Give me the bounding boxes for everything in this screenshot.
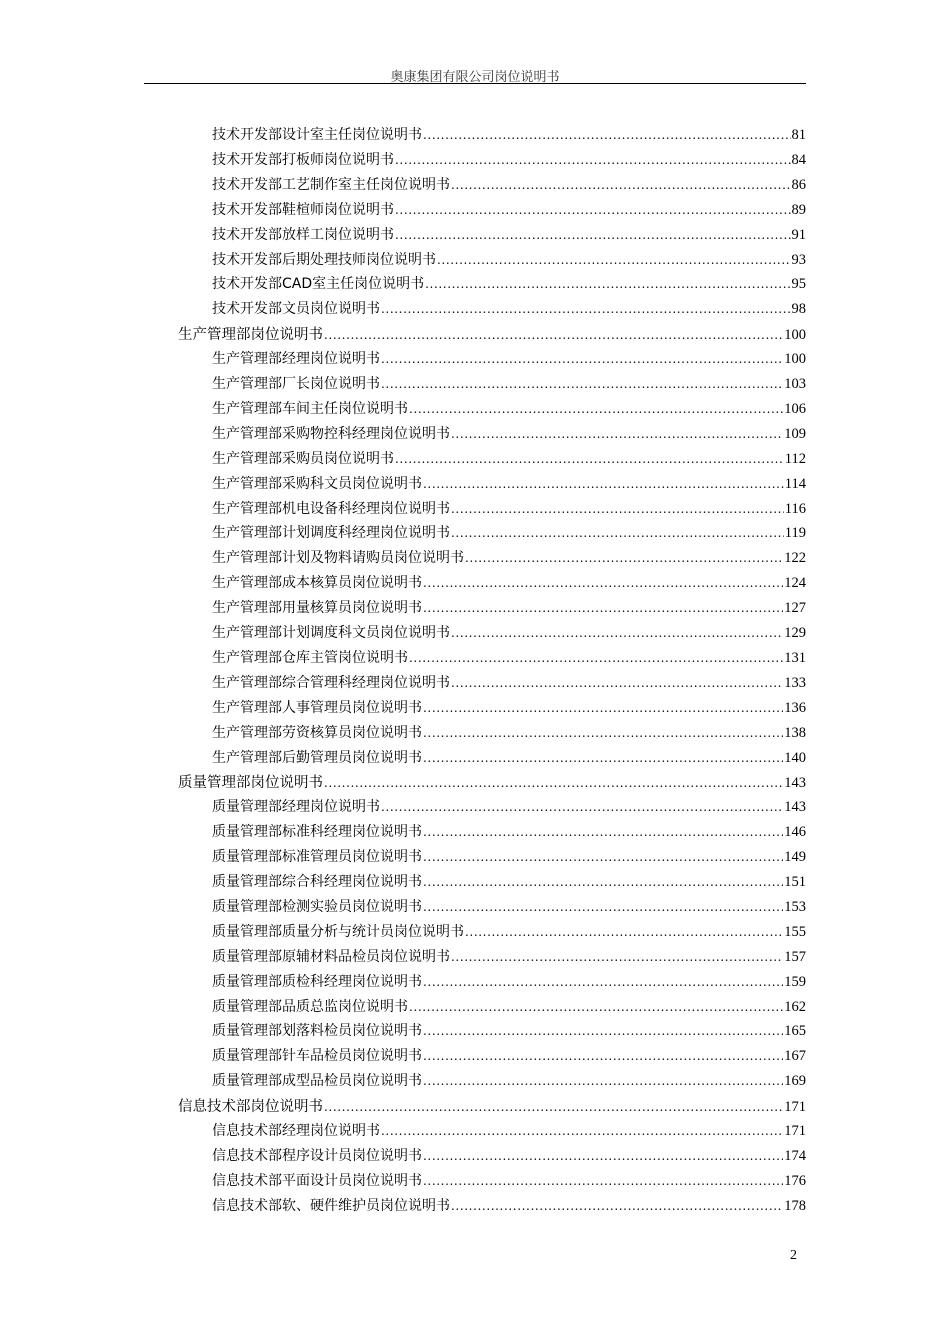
toc-entry-label: 质量管理部划落料检员岗位说明书 bbox=[212, 1023, 422, 1040]
toc-entry-label: 生产管理部计划及物料请购员岗位说明书 bbox=[212, 550, 464, 567]
toc-entry-page: 103 bbox=[784, 376, 806, 392]
toc-entry-label: 信息技术部程序设计员岗位说明书 bbox=[212, 1147, 422, 1164]
header-title: 奥康集团有限公司岗位说明书 bbox=[390, 70, 560, 85]
toc-entry-page: 159 bbox=[784, 973, 806, 990]
toc-entry-page: 162 bbox=[784, 998, 806, 1015]
toc-entry-page: 122 bbox=[784, 550, 806, 567]
toc-entry-label: 质量管理部针车品检员岗位说明书 bbox=[212, 1048, 422, 1065]
toc-dot-leader bbox=[423, 875, 783, 889]
toc-dot-leader bbox=[423, 751, 783, 765]
toc-entry[interactable] bbox=[212, 124, 806, 144]
toc-entry-page: 100 bbox=[784, 351, 806, 368]
toc-entry-label: 生产管理部用量核算员岗位说明书 bbox=[212, 600, 422, 617]
toc-dot-leader bbox=[423, 128, 791, 142]
toc-dot-leader bbox=[423, 1024, 783, 1038]
toc-entry-label: 质量管理部质量分析与统计员岗位说明书 bbox=[212, 923, 464, 940]
toc-dot-leader bbox=[423, 850, 783, 864]
toc-entry-label: 质量管理部原辅材料品检员岗位说明书 bbox=[212, 948, 450, 965]
toc-entry[interactable] bbox=[212, 821, 806, 841]
toc-dot-leader bbox=[437, 253, 791, 267]
toc-entry-label: 技术开发部打板师岗位说明书 bbox=[212, 151, 394, 168]
toc-dot-leader bbox=[451, 676, 783, 690]
toc-entry-page: 149 bbox=[784, 849, 806, 866]
toc-entry[interactable] bbox=[212, 1070, 806, 1090]
toc-entry-page: 176 bbox=[784, 1172, 806, 1189]
toc-dot-leader bbox=[423, 900, 783, 914]
toc-entry-label: 信息技术部经理岗位说明书 bbox=[212, 1123, 380, 1139]
toc-entry-page: 153 bbox=[784, 898, 806, 915]
toc-entry-label: 生产管理部岗位说明书 bbox=[178, 327, 323, 344]
toc-entry-label: 质量管理部品质总监岗位说明书 bbox=[212, 998, 408, 1015]
toc-entry-page: 143 bbox=[784, 799, 806, 816]
toc-entry-page: 171 bbox=[784, 1099, 806, 1116]
toc-entry[interactable] bbox=[212, 722, 806, 742]
toc-dot-leader bbox=[451, 950, 783, 964]
toc-entry[interactable] bbox=[212, 1120, 806, 1140]
toc-entry-label: 生产管理部采购物控科经理岗位说明书 bbox=[212, 425, 450, 442]
toc-entry-page: 127 bbox=[784, 600, 806, 617]
toc-entry-page: 155 bbox=[784, 923, 806, 940]
toc-entry-page: 171 bbox=[784, 1123, 806, 1139]
toc-entry[interactable] bbox=[212, 522, 806, 542]
toc-entry-label: 技术开发部工艺制作室主任岗位说明书 bbox=[212, 176, 450, 193]
toc-entry[interactable] bbox=[212, 796, 806, 816]
toc-entry[interactable] bbox=[212, 547, 806, 567]
toc-dot-leader bbox=[423, 726, 783, 740]
toc-dot-leader bbox=[324, 776, 783, 790]
toc-dot-leader bbox=[423, 1174, 783, 1188]
toc-entry-label: 生产管理部人事管理员岗位说明书 bbox=[212, 699, 422, 716]
toc-dot-leader bbox=[423, 477, 784, 491]
toc-entry-page: 129 bbox=[784, 625, 806, 641]
toc-dot-leader bbox=[423, 1149, 783, 1163]
toc-entry-label: 生产管理部后勤管理员岗位说明书 bbox=[212, 749, 422, 766]
toc-section-entry[interactable] bbox=[178, 323, 806, 343]
toc-dot-leader bbox=[451, 526, 784, 540]
toc-entry[interactable] bbox=[212, 597, 806, 617]
toc-entry-page: 114 bbox=[784, 475, 806, 492]
toc-dot-leader bbox=[381, 1124, 783, 1138]
toc-entry-page: 89 bbox=[791, 201, 806, 218]
toc-entry[interactable] bbox=[212, 747, 806, 767]
toc-entry-page: 95 bbox=[791, 276, 806, 293]
toc-entry-page: 133 bbox=[784, 674, 806, 691]
toc-entry[interactable] bbox=[212, 149, 806, 169]
toc-entry[interactable] bbox=[212, 224, 806, 244]
toc-section-entry[interactable] bbox=[178, 1095, 806, 1115]
toc-entry-page: 174 bbox=[784, 1147, 806, 1164]
toc-entry[interactable] bbox=[212, 971, 806, 991]
toc-entry[interactable] bbox=[212, 199, 806, 219]
toc-dot-leader bbox=[451, 502, 784, 516]
toc-entry[interactable] bbox=[212, 572, 806, 592]
toc-entry-label: 质量管理部岗位说明书 bbox=[178, 775, 323, 792]
toc-dot-leader bbox=[451, 427, 783, 441]
toc-entry[interactable] bbox=[212, 298, 806, 318]
toc-entry-page: 98 bbox=[791, 301, 806, 318]
toc-dot-leader bbox=[381, 800, 783, 814]
toc-dot-leader bbox=[465, 551, 783, 565]
toc-entry-page: 169 bbox=[784, 1073, 806, 1090]
toc-entry[interactable] bbox=[212, 348, 806, 368]
toc-entry-label: 生产管理部仓库主管岗位说明书 bbox=[212, 649, 408, 666]
toc-dot-leader bbox=[324, 328, 783, 342]
toc-dot-leader bbox=[395, 203, 791, 217]
toc-entry[interactable] bbox=[212, 946, 806, 966]
toc-entry-label: 生产管理部采购员岗位说明书 bbox=[212, 450, 394, 467]
toc-entry[interactable] bbox=[212, 697, 806, 717]
toc-entry[interactable] bbox=[212, 921, 806, 941]
toc-entry[interactable] bbox=[212, 1020, 806, 1040]
toc-entry-label: 质量管理部质检科经理岗位说明书 bbox=[212, 973, 422, 990]
toc-entry-label: 技术开发部文员岗位说明书 bbox=[212, 301, 380, 318]
toc-entry[interactable] bbox=[212, 622, 806, 642]
toc-entry-label: 技术开发部放样工岗位说明书 bbox=[212, 226, 394, 243]
toc-dot-leader bbox=[423, 601, 783, 615]
toc-entry-page: 157 bbox=[784, 948, 806, 965]
toc-entry[interactable] bbox=[212, 1170, 806, 1190]
toc-entry[interactable] bbox=[212, 846, 806, 866]
toc-entry-page: 167 bbox=[784, 1048, 806, 1065]
toc-dot-leader bbox=[381, 352, 783, 366]
toc-entry[interactable] bbox=[212, 647, 806, 667]
toc-dot-leader bbox=[423, 1074, 783, 1088]
toc-dot-leader bbox=[381, 302, 791, 316]
toc-entry-page: 91 bbox=[791, 226, 806, 243]
toc-entry-page: 140 bbox=[784, 749, 806, 766]
toc-dot-leader bbox=[423, 825, 783, 839]
toc-entry-label: 生产管理部综合管理科经理岗位说明书 bbox=[212, 674, 450, 691]
toc-dot-leader bbox=[409, 1000, 783, 1014]
toc-entry[interactable] bbox=[212, 174, 806, 194]
toc-entry-page: 119 bbox=[784, 525, 806, 542]
toc-entry[interactable] bbox=[212, 423, 806, 443]
toc-entry[interactable] bbox=[212, 871, 806, 891]
toc-entry-label: 生产管理部计划调度科经理岗位说明书 bbox=[212, 525, 450, 542]
toc-dot-leader bbox=[451, 626, 783, 640]
toc-entry-label: 生产管理部经理岗位说明书 bbox=[212, 351, 380, 368]
toc-entry-label: 生产管理部车间主任岗位说明书 bbox=[212, 400, 408, 417]
toc-entry-page: 151 bbox=[784, 874, 806, 890]
toc-entry-page: 106 bbox=[784, 400, 806, 417]
toc-entry-page: 93 bbox=[791, 251, 806, 268]
toc-entry-label: 技术开发部CAD室主任岗位说明书 bbox=[212, 276, 425, 293]
toc-entry-page: 138 bbox=[784, 724, 806, 741]
toc-entry-label: 生产管理部机电设备科经理岗位说明书 bbox=[212, 500, 450, 517]
toc-entry[interactable] bbox=[212, 896, 806, 916]
toc-entry-label: 信息技术部软、硬件维护员岗位说明书 bbox=[212, 1197, 450, 1214]
toc-entry-label: 质量管理部检测实验员岗位说明书 bbox=[212, 898, 422, 915]
toc-entry-label: 生产管理部劳资核算员岗位说明书 bbox=[212, 724, 422, 741]
toc-entry-label: 技术开发部鞋楦师岗位说明书 bbox=[212, 201, 394, 218]
toc-entry-page: 136 bbox=[784, 699, 806, 716]
toc-entry-page: 112 bbox=[784, 450, 806, 467]
toc-entry-page: 86 bbox=[791, 176, 806, 193]
toc-dot-leader bbox=[425, 277, 790, 291]
toc-entry[interactable] bbox=[212, 448, 806, 468]
toc-dot-leader bbox=[423, 1049, 783, 1063]
toc-entry-label: 生产管理部厂长岗位说明书 bbox=[212, 376, 380, 392]
toc-dot-leader bbox=[423, 576, 783, 590]
toc-entry-label: 技术开发部设计室主任岗位说明书 bbox=[212, 127, 422, 143]
toc-entry-page: 146 bbox=[784, 824, 806, 841]
toc-entry[interactable] bbox=[212, 1045, 806, 1065]
toc-entry-label: 信息技术部平面设计员岗位说明书 bbox=[212, 1172, 422, 1189]
toc-entry[interactable] bbox=[212, 1195, 806, 1215]
toc-entry[interactable] bbox=[212, 473, 806, 493]
toc-entry-label: 质量管理部经理岗位说明书 bbox=[212, 799, 380, 816]
toc-dot-leader bbox=[465, 925, 783, 939]
toc-dot-leader bbox=[423, 975, 783, 989]
toc-dot-leader bbox=[381, 377, 783, 391]
toc-dot-leader bbox=[409, 402, 783, 416]
toc-entry-label: 信息技术部岗位说明书 bbox=[178, 1099, 323, 1116]
toc-entry[interactable] bbox=[212, 1145, 806, 1165]
toc-entry[interactable] bbox=[212, 672, 806, 692]
toc-entry-page: 84 bbox=[791, 151, 806, 168]
toc-entry-page: 116 bbox=[784, 500, 806, 517]
toc-entry-page: 131 bbox=[784, 649, 806, 666]
toc-dot-leader bbox=[395, 228, 791, 242]
toc-dot-leader bbox=[451, 178, 791, 192]
toc-dot-leader bbox=[423, 701, 783, 715]
toc-dot-leader bbox=[451, 1199, 783, 1213]
toc-entry-label: 质量管理部标准管理员岗位说明书 bbox=[212, 849, 422, 866]
toc-dot-leader bbox=[409, 651, 783, 665]
toc-entry[interactable] bbox=[212, 398, 806, 418]
toc-entry-page: 81 bbox=[791, 127, 806, 143]
toc-entry[interactable] bbox=[212, 373, 806, 393]
toc-entry-page: 165 bbox=[784, 1023, 806, 1040]
toc-entry[interactable] bbox=[212, 996, 806, 1016]
toc-entry[interactable] bbox=[212, 273, 806, 293]
toc-dot-leader bbox=[324, 1100, 783, 1114]
toc-dot-leader bbox=[395, 153, 791, 167]
toc-entry-page: 143 bbox=[784, 775, 806, 792]
footer-page-number: 2 bbox=[790, 1248, 797, 1263]
toc-entry[interactable] bbox=[212, 498, 806, 518]
header-rule bbox=[144, 83, 806, 84]
toc-entry-page: 109 bbox=[784, 425, 806, 442]
toc-entry-label: 质量管理部标准科经理岗位说明书 bbox=[212, 824, 422, 841]
toc-entry-page: 100 bbox=[784, 327, 806, 344]
toc-entry[interactable] bbox=[212, 249, 806, 269]
toc-entry-label: 质量管理部综合科经理岗位说明书 bbox=[212, 874, 422, 890]
toc-entry-label: 生产管理部成本核算员岗位说明书 bbox=[212, 575, 422, 592]
toc-entry-page: 124 bbox=[784, 575, 806, 592]
toc-entry-label: 技术开发部后期处理技师岗位说明书 bbox=[212, 251, 436, 268]
toc-entry-label: 质量管理部成型品检员岗位说明书 bbox=[212, 1073, 422, 1090]
toc-entry-label: 生产管理部计划调度科文员岗位说明书 bbox=[212, 625, 450, 641]
toc-dot-leader bbox=[395, 452, 784, 466]
toc-section-entry[interactable] bbox=[178, 771, 806, 791]
toc-entry-page: 178 bbox=[784, 1197, 806, 1214]
toc-entry-label: 生产管理部采购科文员岗位说明书 bbox=[212, 475, 422, 492]
